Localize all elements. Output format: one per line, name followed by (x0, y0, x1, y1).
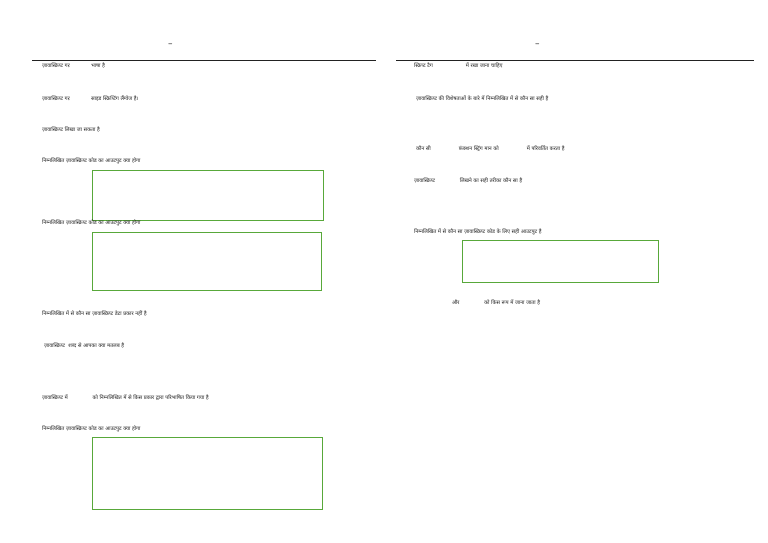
question-text: निम्नलिखित में से कौन सा ज़ावास्क्रिप्ट कोड के लिए सही आउटपुट है (414, 229, 542, 235)
code-box (462, 240, 659, 283)
question-text: ज़ावास्क्रिप्ट की विशेषताओं के बारे में निम्नलिखित में से कौन सा सही है (416, 96, 549, 102)
question-text: निम्नलिखित ज़ावास्क्रिप्ट कोड का आउटपुट क्या होगा (42, 158, 141, 164)
question-text: निम्नलिखित ज़ावास्क्रिप्ट कोड का आउटपुट क्या होगा (42, 220, 141, 226)
code-box (92, 437, 323, 510)
question-text: ज़ावास्क्रिप्ट लिखने का सही तरीका कौन सा है (414, 178, 523, 184)
header-mark: – (535, 39, 540, 49)
header-mark: – (168, 39, 173, 49)
question-text: ज़ावास्क्रिप्ट गऱ भाषा है (42, 63, 105, 69)
question-text: निम्नलिखित ज़ावास्क्रिप्ट कोड का आउटपुट क्या होगा (42, 426, 141, 432)
right-column (384, 0, 768, 543)
question-text: ज़ावास्क्रिप्ट शब्द से आपका क्या मतलब है (44, 343, 125, 349)
code-box (92, 232, 322, 291)
code-box (92, 170, 324, 221)
question-text: ज़ावास्क्रिप्ट गऱ साइड स्क्रिप्टिंग लैंग्वेज है। (42, 96, 139, 102)
header-rule (396, 60, 754, 61)
question-text: स्क्रिप्ट टैग में रखा जाना चाहिए (414, 63, 503, 69)
question-text: ज़ावास्क्रिप्ट में को निम्नलिखित में से किस प्रकार द्वारा परिभाषित किया गया है (42, 395, 209, 401)
question-text: ज़ावास्क्रिप्ट लिखा जा सकता है (42, 127, 100, 133)
header-rule (32, 60, 376, 61)
question-text: कौन सी फ़ंक्शन स्ट्रिंग मान को में परिवर्तित करता है (416, 146, 565, 152)
question-text: और को किस रूप में जाना जाता है (452, 300, 540, 306)
question-text: निम्नलिखित में से कौन सा ज़ावास्क्रिप्ट डेटा प्रकार नहीं है (42, 311, 147, 317)
